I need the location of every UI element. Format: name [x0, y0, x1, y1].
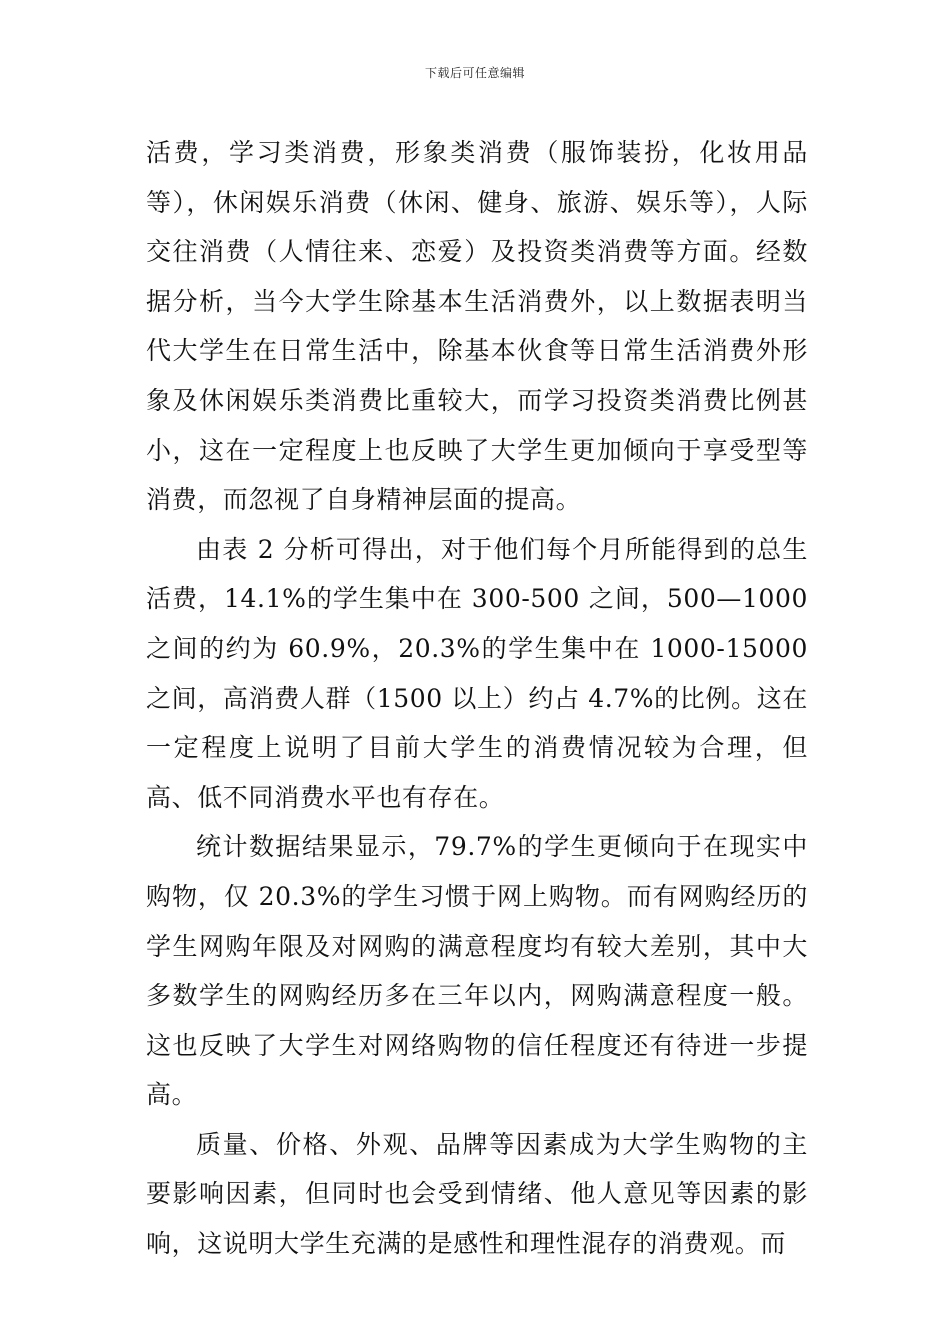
paragraph-2: 由表 2 分析可得出，对于他们每个月所能得到的总生活费，14.1%的学生集中在 300-500 之间，500—1000 之间的约为 60.9%，20.3%的学生集中在 1000-15000 之间，高消费人群（1500 以上）约占 4.7%的比例。这在一定程度上说明了目前大学生的消费情况较为合理，但高、低不同消费水平也有存在。 — [146, 534, 808, 812]
page-header: 下载后可任意编辑 — [424, 66, 525, 80]
document-body — [146, 128, 808, 1269]
paragraph-3: 统计数据结果显示，79.7%的学生更倾向于在现实中购物，仅 20.3%的学生习惯于网上购物。而有网购经历的学生网购年限及对网购的满意程度均有较大差别，其中大多数学生的网购经历多在三年以内，网购满意程度一般。这也反映了大学生对网络购物的信任程度还有待进一步提高。 — [146, 832, 808, 1110]
paragraph-1: 活费，学习类消费，形象类消费（服饰装扮，化妆用品等），休闲娱乐消费（休闲、健身、旅游、娱乐等），人际交往消费（人情往来、恋爱）及投资类消费等方面。经数据分析，当今大学生除基本生活消费外，以上数据表明当代大学生在日常生活中，除基本伙食等日常生活消费外形象及休闲娱乐类消费比重较大，而学习投资类消费比例甚小，这在一定程度上也反映了大学生更加倾向于享受型等消费，而忽视了自身精神层面的提高。 — [146, 138, 808, 515]
paragraph-4: 质量、价格、外观、品牌等因素成为大学生购物的主要影响因素，但同时也会受到情绪、他人意见等因素的影响，这说明大学生充满的是感性和理性混存的消费观。而 — [146, 1129, 808, 1259]
